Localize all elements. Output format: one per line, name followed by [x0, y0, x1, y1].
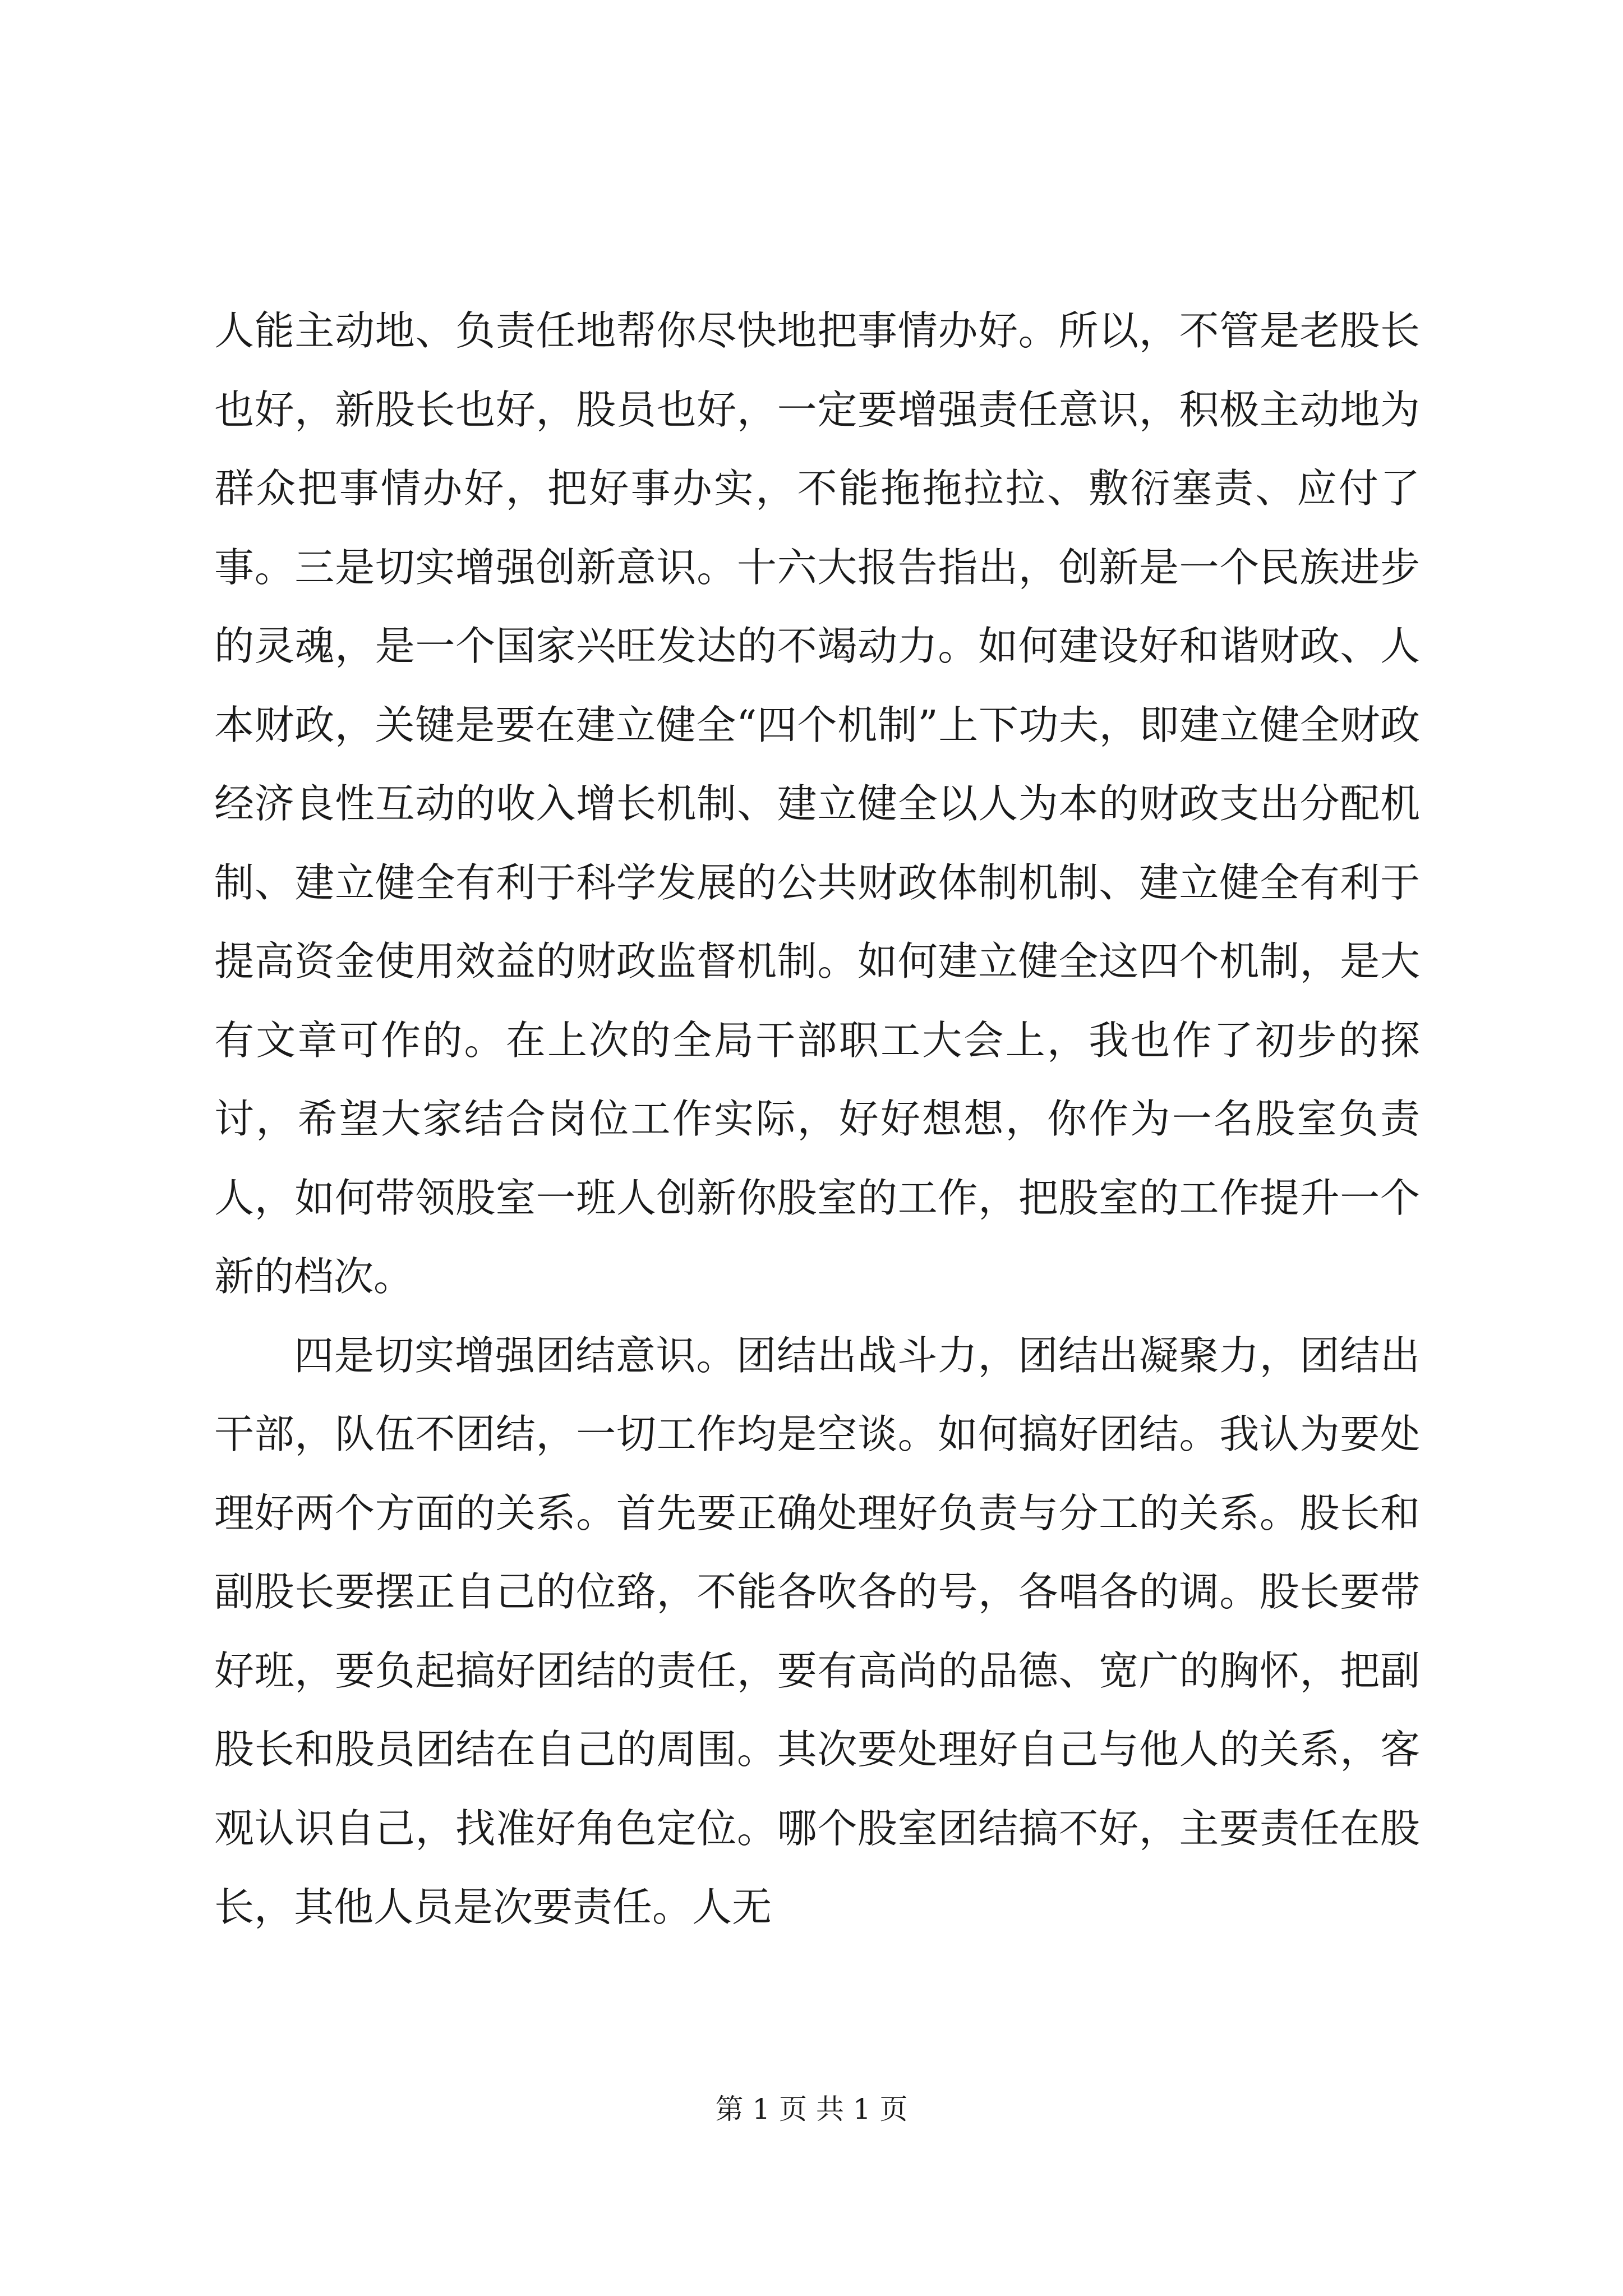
paragraph-2: 四是切实增强团结意识。团结出战斗力，团结出凝聚力，团结出干部，队伍不团结，一切工作均是空谈。如何搞好团结。我认为要处理好两个方面的关系。首先要正确处理好负责与分工的关系。股长和副股长要摆正自己的位臵，不能各吹各的号，各唱各的调。股长要带好班，要负起搞好团结的责任，要有高尚的品德、宽广的胸怀，把副股长和股员团结在自己的周围。其次要处理好自己与他人的关系，客观认识自己，找准好角色定位。哪个股室团结搞不好，主要责任在股长，其他人员是次要责任。人无 — [214, 1332, 1420, 1930]
document-body — [214, 292, 1420, 1947]
page-footer: 第 1 页 共 1 页 — [715, 2093, 908, 2125]
paragraph-1: 人能主动地、负责任地帮你尽快地把事情办好。所以，不管是老股长也好，新股长也好，股员也好，一定要增强责任意识，积极主动地为群众把事情办好，把好事办实，不能拖拖拉拉、敷衍塞责、应付了事。三是切实增强创新意识。十六大报告指出，创新是一个民族进步的灵魂，是一个国家兴旺发达的不竭动力。如何建设好和谐财政、人本财政，关键是要在建立健全“四个机制”上下功夫，即建立健全财政经济良性互动的收入增长机制、建立健全以人为本的财政支出分配机制、建立健全有利于科学发展的公共财政体制机制、建立健全有利于提高资金使用效益的财政监督机制。如何建立健全这四个机制，是大有文章可作的。在上次的全局干部职工大会上，我也作了初步的探讨，希望大家结合岗位工作实际，好好想想，你作为一名股室负责人，如何带领股室一班人创新你股室的工作，把股室的工作提升一个新的档次。 — [214, 307, 1420, 1300]
